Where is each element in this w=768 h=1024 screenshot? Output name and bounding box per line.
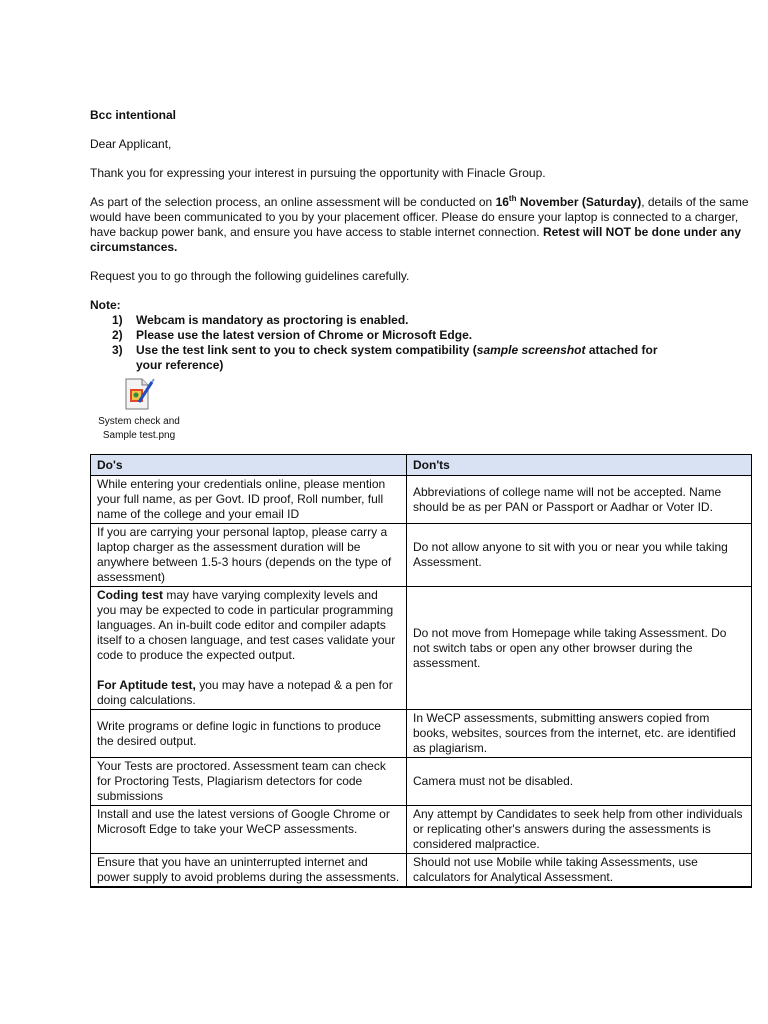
- para-pre: As part of the selection process, an online assessment will be conducted on: [90, 195, 496, 209]
- donts-header: Don'ts: [407, 455, 752, 476]
- guidelines-table: [90, 454, 752, 888]
- table-row: [91, 710, 752, 758]
- table-row: [91, 854, 752, 888]
- table-row: [91, 806, 752, 854]
- do-cell: Install and use the latest versions of Google Chrome or Microsoft Edge to take your WeCP assessments.: [91, 806, 407, 854]
- request-line: Request you to go through the following guidelines carefully.: [90, 269, 410, 283]
- do-cell: Write programs or define logic in functions to produce the desired output.: [91, 710, 407, 758]
- image-file-icon: [122, 376, 156, 412]
- do-cell: If you are carrying your personal laptop, please carry a laptop charger as the assessment duration will be anywhere between 1.5-3 hours (depends on the type of assessment): [91, 524, 407, 587]
- email-body: [90, 108, 750, 443]
- table-row: [91, 476, 752, 524]
- table-row: [91, 758, 752, 806]
- attachment[interactable]: [94, 376, 184, 443]
- table-header-row: [91, 455, 752, 476]
- dont-cell: In WeCP assessments, submitting answers copied from books, websites, sources from the internet, etc. are identified as plagiarism.: [407, 710, 752, 758]
- do-cell: Coding test may have varying complexity levels and you may be expected to code in particular programming languages. An in-built code editor and compiler adapts itself to a chosen language, and test cases validate your code to produce the expected output. For Aptitude test, you may have a notepad & a pen for doing calculations.: [91, 587, 407, 710]
- table-row: [91, 524, 752, 587]
- date-rest: November (Saturday): [516, 195, 642, 209]
- dont-cell: Abbreviations of college name will not be accepted. Name should be as per PAN or Passport or Aadhar or Voter ID.: [407, 476, 752, 524]
- date-day: 16: [495, 195, 509, 209]
- greeting: Dear Applicant,: [90, 137, 172, 151]
- note-list: [90, 313, 750, 373]
- note-item: 3) Use the test link sent to you to check system compatibility (sample screenshot attached for your reference): [112, 343, 658, 372]
- dont-cell: Camera must not be disabled.: [407, 758, 752, 806]
- do-cell: Your Tests are proctored. Assessment team can check for Proctoring Tests, Plagiarism detectors for code submissions: [91, 758, 407, 806]
- dont-cell: Do not allow anyone to sit with you or near you while taking Assessment.: [407, 524, 752, 587]
- note-title: Note:: [90, 298, 121, 312]
- para-mid: , details of the same would have been communicated to you by your placement officer. Please do ensure your laptop is connected to a charger, have backup power bank, and ensure you have access to stable internet connection.: [90, 195, 749, 239]
- dont-cell: Any attempt by Candidates to seek help from other individuals or replicating other's answers during the assessments is considered malpractice.: [407, 806, 752, 854]
- assessment-paragraph: [90, 195, 750, 255]
- note-item: 1) Webcam is mandatory as proctoring is enabled.: [112, 313, 409, 327]
- attachment-caption: System check and Sample test.png: [98, 416, 180, 441]
- bcc-header: Bcc intentional: [90, 108, 177, 122]
- dont-cell: Should not use Mobile while taking Assessments, use calculators for Analytical Assessment.: [407, 854, 752, 888]
- do-cell: Ensure that you have an uninterrupted internet and power supply to avoid problems during the assessments.: [91, 854, 407, 888]
- dont-cell: Do not move from Homepage while taking Assessment. Do not switch tabs or open any other browser during the assessment.: [407, 587, 752, 710]
- date-suffix: th: [508, 194, 517, 203]
- retest-warning: Retest will NOT be done under any circumstances.: [90, 225, 741, 254]
- note-item: 2) Please use the latest version of Chrome or Microsoft Edge.: [112, 328, 473, 342]
- thanks-paragraph: Thank you for expressing your interest in pursuing the opportunity with Finacle Group.: [90, 166, 546, 180]
- do-cell: While entering your credentials online, please mention your full name, as per Govt. ID proof, Roll number, full name of the college and your email ID: [91, 476, 407, 524]
- assessment-date: [496, 195, 642, 209]
- dos-header: Do's: [91, 455, 407, 476]
- table-row: [91, 587, 752, 710]
